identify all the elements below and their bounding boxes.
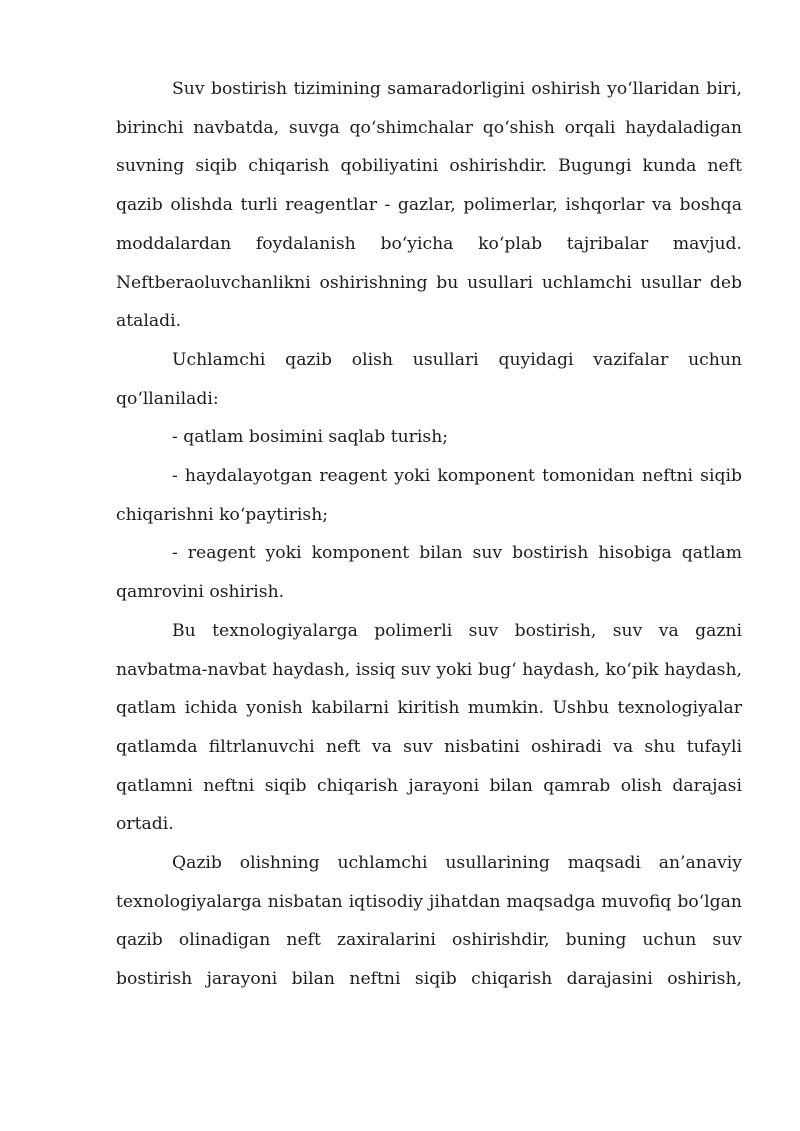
list-item-displacement-increase: - haydalayotgan reagent yoki komponent tomonidan neftni siqib chiqarishni ko‘paytirish; (116, 466, 742, 525)
paragraph-tertiary-goal: Qazib olishning uchlamchi usullarining maqsadi an’anaviy texnologiyalarga nisbatan iqtisodiy jihatdan maqsadga muvofiq bo‘lgan qazib olinadigan neft zaxiralarini oshirishdir, buning uchun suv bostirish jarayoni bilan neftni siqib chiqarish darajasini oshirish, (116, 853, 742, 990)
paragraph-water-flooding-efficiency: Suv bostirish tizimining samaradorligini oshirish yo‘llaridan biri, birinchi navbatda, suvga qo‘shimchalar qo‘shish orqali haydaladigan suvning siqib chiqarish qobiliyatini oshirishdir. Bugungi kunda neft qazib olishda turli reagentlar - gazlar, polimerlar, ishqorlar va boshqa moddalardan foydalanish bo‘yicha ko‘plab tajribalar mavjud. Neftberaoluvchanlikni oshirishning bu usullari uchlamchi usullar deb ataladi. (116, 79, 742, 332)
paragraph-tertiary-methods-intro: Uchlamchi qazib olish usullari quyidagi vazifalar uchun qo‘llaniladi: (116, 349, 742, 409)
document-page (116, 70, 742, 999)
list-item-sweep-increase: - reagent yoki komponent bilan suv bostirish hisobiga qatlam qamrovini oshirish. (116, 543, 742, 603)
paragraph-technologies: Bu texnologiyalarga polimerli suv bostirish, suv va gazni navbatma-navbat haydash, issiq suv yoki bug‘ haydash, ko‘pik haydash, qatlam ichida yonish kabilarni kiritish mumkin. Ushbu texnologiyalar qatlamda filtrlanuvchi neft va suv nisbatini oshiradi va shu tufayli qatlamni neftni siqib chiqarish jarayoni bilan qamrab olish darajasi ortadi. (116, 620, 742, 835)
list-item-pressure-maintenance: - qatlam bosimini saqlab turish; (172, 427, 449, 448)
